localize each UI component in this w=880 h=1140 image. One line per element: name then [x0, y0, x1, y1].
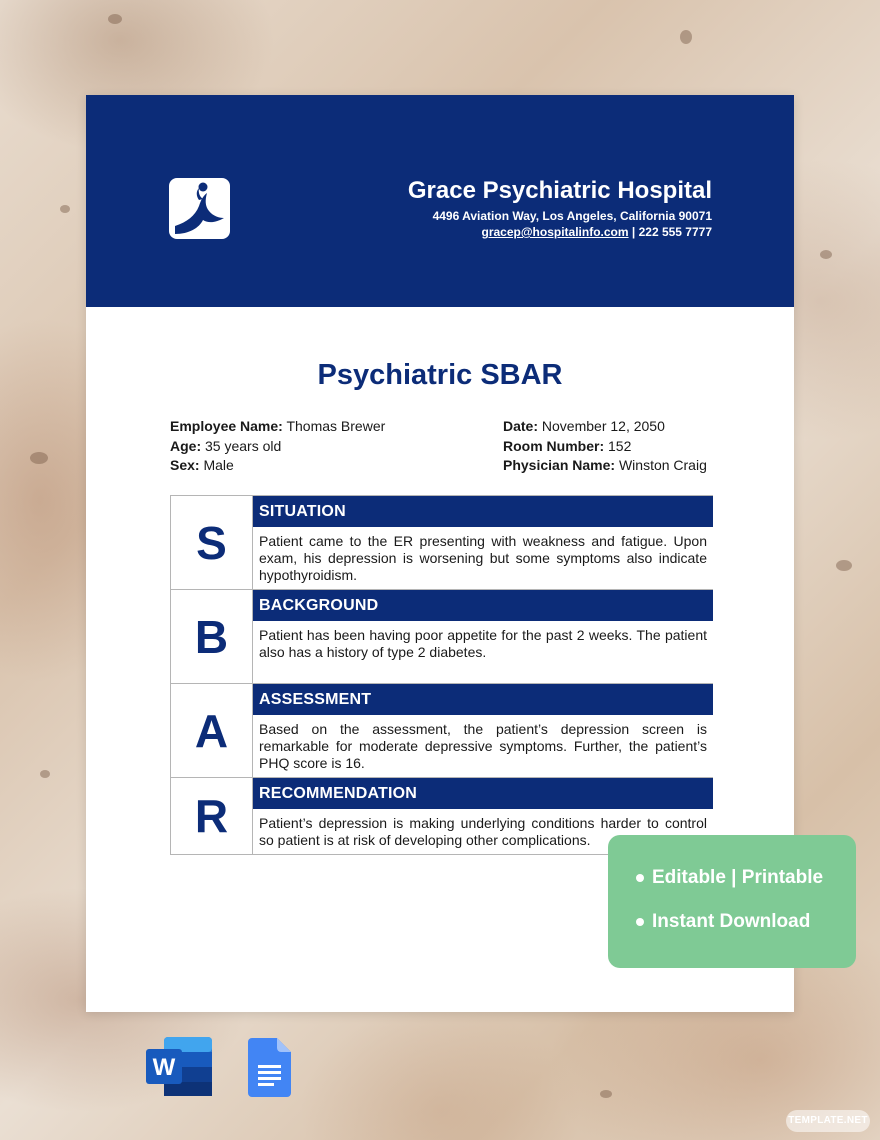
info-value: 152	[604, 437, 632, 454]
info-label: Sex:	[170, 457, 200, 473]
contact-separator: |	[628, 225, 639, 239]
template-watermark: TEMPLATE.NET	[786, 1110, 870, 1132]
sbar-text: Patient came to the ER presenting with weakness and fatigue. Upon exam, his depression is worsening but some symptoms also indicate hypothyroidism.	[259, 533, 707, 583]
sbar-row-assessment	[171, 683, 713, 777]
google-docs-icon[interactable]	[248, 1038, 291, 1097]
sbar-section	[253, 590, 713, 683]
sbar-heading: ASSESSMENT	[253, 684, 713, 715]
hospital-address: 4496 Aviation Way, Los Angeles, California 90071	[432, 209, 712, 223]
sbar-section	[253, 496, 713, 589]
document-title: Psychiatric SBAR	[317, 359, 563, 391]
background-speck	[836, 560, 852, 571]
info-value: 35 years old	[201, 437, 282, 454]
sbar-section	[253, 684, 713, 777]
info-value: Winston Craig	[615, 457, 707, 473]
background-speck	[40, 770, 50, 778]
info-label: Physician Name:	[503, 457, 616, 473]
info-value: Thomas Brewer	[282, 418, 386, 434]
sbar-text: Patient has been having poor appetite for the past 2 weeks. The patient also has a history of type 2 diabetes.	[259, 627, 707, 660]
info-date	[503, 417, 707, 437]
hospital-header	[86, 95, 794, 307]
badge-text: Editable | Printable	[652, 867, 824, 888]
background-speck	[30, 452, 48, 464]
ms-word-icon[interactable]	[146, 1037, 212, 1096]
info-sex	[170, 456, 385, 476]
background-speck	[60, 205, 70, 213]
sbar-table	[170, 495, 713, 855]
sbar-row-background	[171, 589, 713, 683]
sbar-letter: B	[171, 590, 253, 683]
info-age	[170, 437, 385, 457]
hospital-phone: 222 555 7777	[638, 225, 712, 239]
sbar-row-situation	[171, 495, 713, 589]
sbar-letter: R	[171, 778, 253, 854]
bullet-icon	[636, 874, 644, 882]
info-label: Employee Name:	[170, 418, 283, 434]
info-employee-name	[170, 417, 385, 437]
hospital-name: Grace Psychiatric Hospital	[407, 177, 712, 204]
sbar-text: Patient’s depression is making underlying conditions harder to control so patient is at risk of developing other complications.	[259, 815, 707, 848]
info-label: Room Number:	[503, 437, 605, 454]
info-physician-name	[503, 456, 707, 476]
sbar-heading: SITUATION	[253, 496, 713, 527]
sbar-text: Based on the assessment, the patient’s depression screen is remarkable for moderate depressive symptoms. Further, the patient’s PHQ score is 16.	[259, 721, 707, 771]
hospital-email-link[interactable]: gracep@hospitalinfo.com	[481, 225, 629, 239]
background-speck	[680, 30, 692, 44]
hospital-contact	[482, 225, 713, 239]
sbar-heading: RECOMMENDATION	[253, 778, 713, 809]
badge-text: Instant Download	[652, 911, 811, 932]
background-speck	[600, 1090, 612, 1098]
patient-info-left	[170, 417, 385, 476]
badge-item-editable	[636, 867, 823, 889]
badge-item-download	[636, 911, 810, 933]
info-label: Age:	[170, 437, 202, 454]
background-speck	[820, 250, 832, 259]
svg-text:W: W	[152, 1054, 176, 1081]
info-label: Date:	[503, 418, 539, 434]
hospital-logo-icon	[169, 178, 230, 239]
background-speck	[108, 14, 122, 24]
sbar-heading: BACKGROUND	[253, 590, 713, 621]
bullet-icon	[636, 918, 644, 926]
sbar-letter: S	[171, 496, 253, 589]
features-badge	[608, 835, 856, 968]
info-value: November 12, 2050	[538, 418, 665, 434]
info-room-number	[503, 437, 707, 457]
info-value: Male	[199, 457, 234, 473]
sbar-letter: A	[171, 684, 253, 777]
patient-info-right	[503, 417, 707, 476]
